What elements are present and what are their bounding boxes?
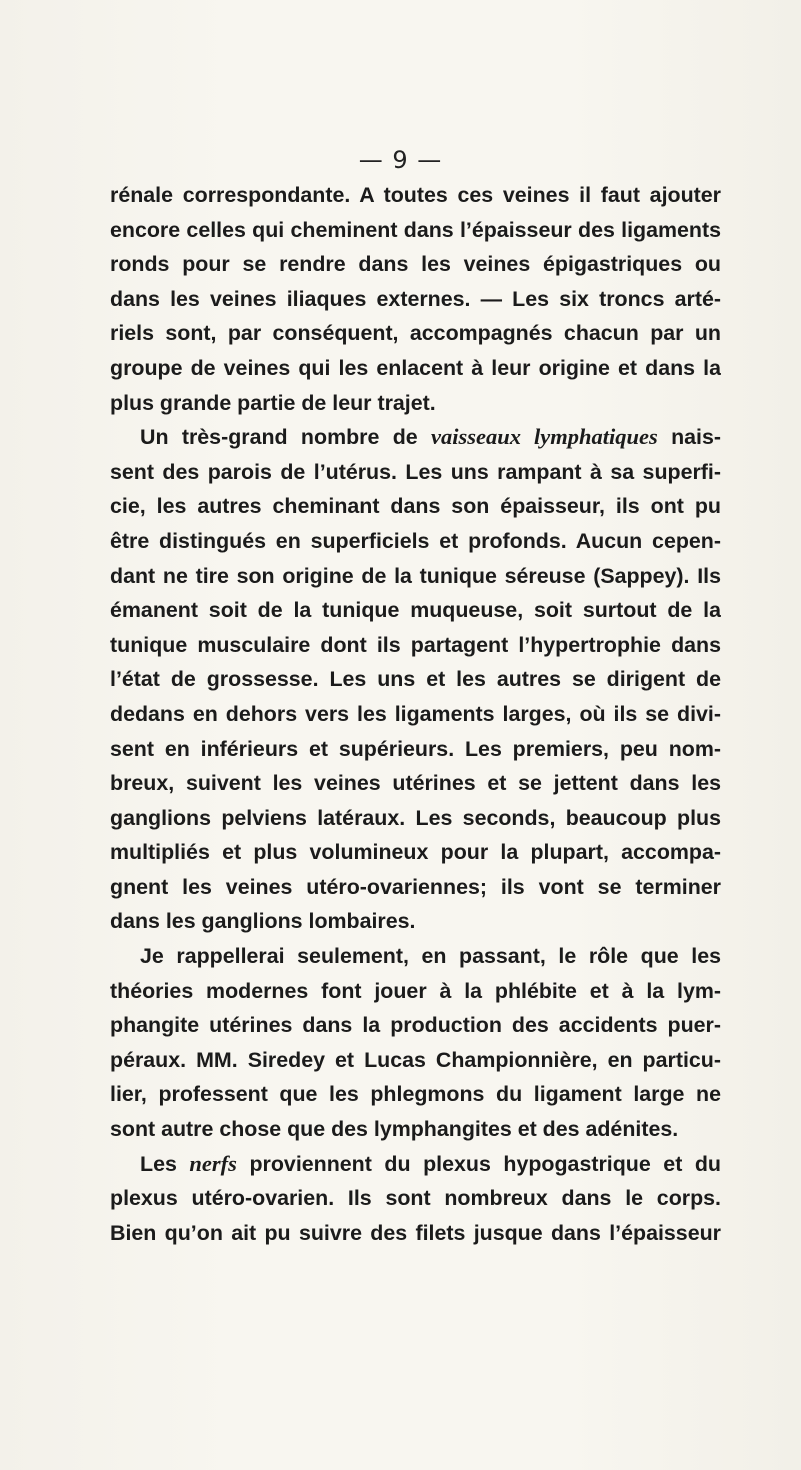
text-line: lier, professent que les phlegmons du ligament large ne (110, 1082, 721, 1107)
text-line: Un très-grand nombre de vaisseaux lymphatiques nais- (140, 424, 721, 450)
text-line: dans les veines iliaques externes. — Les six troncs arté- (110, 286, 721, 311)
text-line: sont autre chose que des lymphangites et des adénites. (110, 1117, 679, 1142)
text-line: Je rappellerai seulement, en passant, le rôle que les (140, 944, 721, 969)
text-line: Bien qu’on ait pu suivre des filets jusque dans l’épaisseur (110, 1220, 721, 1245)
text-line: théories modernes font jouer à la phlébite et à la lym- (110, 978, 721, 1003)
text-line: dedans en dehors vers les ligaments larges, où ils se divi- (110, 701, 721, 726)
text-line: ronds pour se rendre dans les veines épigastriques ou (110, 252, 721, 277)
text-line: gnent les veines utéro-ovariennes; ils vont se terminer (110, 874, 721, 899)
text-line: breux, suivent les veines utérines et se jettent dans les (110, 771, 721, 796)
text-line: sent en inférieurs et supérieurs. Les premiers, peu nom- (110, 736, 721, 761)
italic-term: nerfs (189, 1150, 237, 1176)
text-line: groupe de veines qui les enlacent à leur origine et dans la (110, 355, 721, 380)
text-line: émanent soit de la tunique muqueuse, soit surtout de la (110, 598, 721, 623)
text-line: cie, les autres cheminant dans son épaisseur, ils ont pu (110, 494, 721, 519)
text-line: être distingués en superficiels et profonds. Aucun cepen- (110, 528, 721, 553)
text-line: sent des parois de l’utérus. Les uns rampant à sa superfi- (110, 459, 721, 484)
text-line: l’état de grossesse. Les uns et les autres se dirigent de (110, 667, 721, 692)
text-line: phangite utérines dans la production des accidents puer- (110, 1013, 721, 1038)
text-line: encore celles qui cheminent dans l’épaisseur des ligaments (110, 217, 721, 242)
text-line: rénale correspondante. A toutes ces veines il faut ajouter (110, 183, 721, 207)
text-line: dant ne tire son origine de la tunique séreuse (Sappey). Ils (110, 563, 721, 588)
body-text (110, 178, 721, 1250)
text-line: dans les ganglions lombaires. (110, 909, 416, 934)
text-line: péraux. MM. Siredey et Lucas Championnière, en particu- (110, 1047, 721, 1072)
text-line: plexus utéro-ovarien. Ils sont nombreux dans le corps. (110, 1186, 721, 1211)
page-number: — 9 — (358, 146, 443, 174)
text-line: ganglions pelviens latéraux. Les seconds, beaucoup plus (110, 805, 721, 830)
italic-term: vaisseaux lymphatiques (430, 424, 658, 450)
text-line: multipliés et plus volumineux pour la plupart, accompa- (110, 840, 721, 865)
text-line: riels sont, par conséquent, accompagnés chacun par un (110, 321, 721, 346)
text-line: Les nerfs proviennent du plexus hypogastrique et du (140, 1150, 721, 1176)
text-line: tunique musculaire dont ils partagent l’hypertrophie dans (110, 632, 721, 657)
text-line: plus grande partie de leur trajet. (110, 390, 436, 415)
